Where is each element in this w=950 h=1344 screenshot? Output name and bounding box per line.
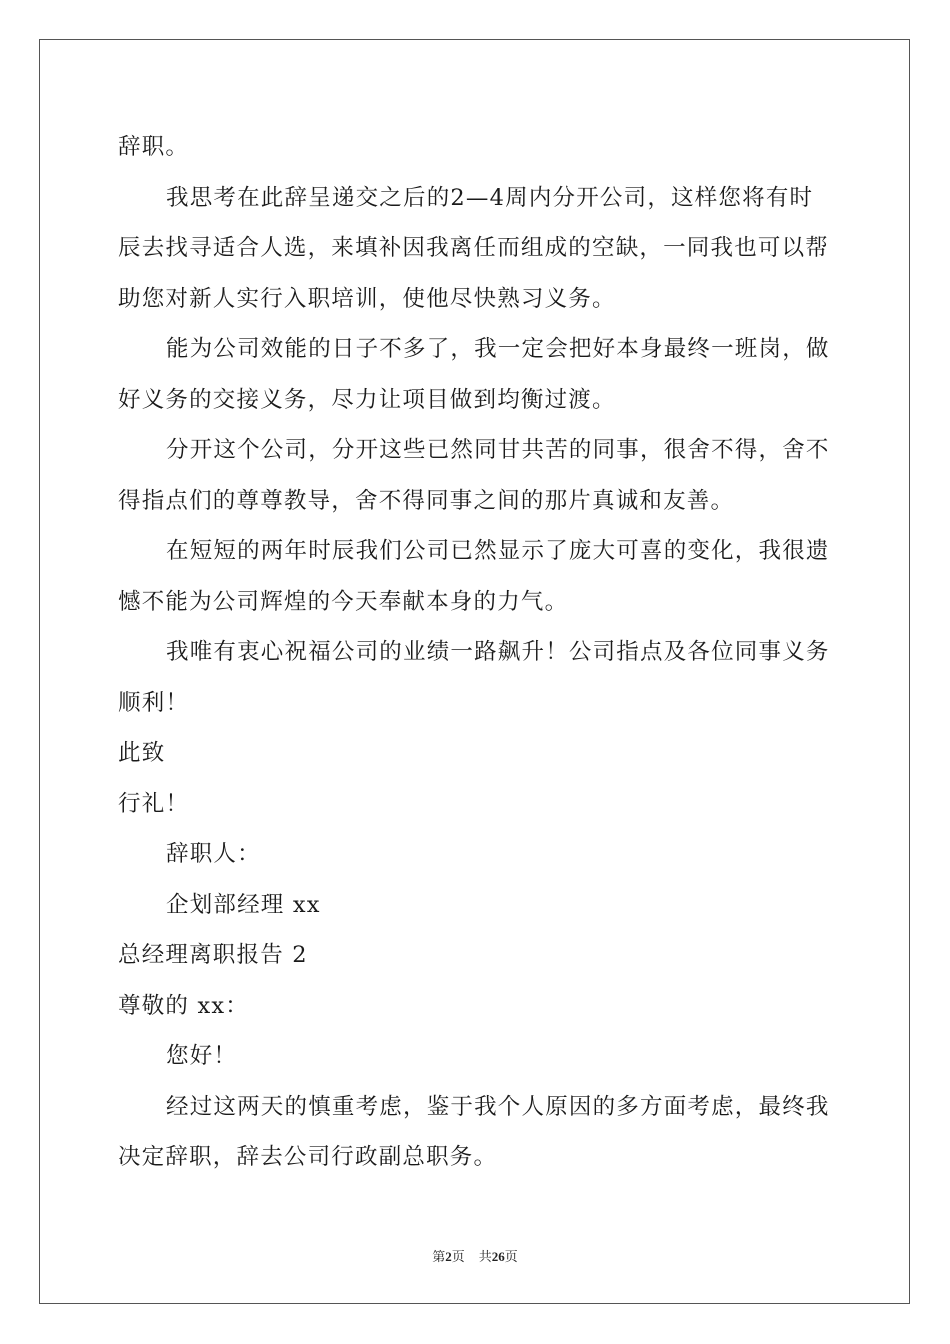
line-text: 我唯有衷心祝福公司的业绩一路飙升！公司指点及各位同事义务 <box>166 639 830 665</box>
line-text: 憾不能为公司辉煌的今天奉献本身的力气。 <box>118 588 569 615</box>
text-line <box>118 678 834 729</box>
text-line <box>118 122 834 173</box>
total-suffix: 页 <box>504 1250 518 1265</box>
text-line <box>118 728 834 779</box>
line-text: 此致 <box>118 740 166 766</box>
text-line <box>118 173 834 224</box>
line-text: 辞职人： <box>166 841 261 867</box>
text-line <box>118 223 834 274</box>
line-text: 分开这个公司，分开这些已然同甘共苦的同事，很舍不得，舍不 <box>166 437 830 463</box>
text-line <box>118 1031 834 1082</box>
text-line <box>118 577 834 628</box>
document-body <box>118 122 834 1183</box>
line-text: 决定辞职，辞去公司行政副总职务。 <box>118 1144 498 1170</box>
page-number: 2 <box>445 1249 452 1264</box>
text-line <box>118 1132 834 1183</box>
line-text: 能为公司效能的日子不多了，我一定会把好本身最终一班岗，做 <box>166 336 830 362</box>
page-prefix: 第 <box>432 1250 446 1265</box>
line-text: 好义务的交接义务，尽力让项目做到均衡过渡。 <box>118 386 616 413</box>
line-text: 行礼！ <box>118 790 190 817</box>
line-text: 辞职。 <box>118 134 190 160</box>
line-text: 辰去找寻适合人选，来填补因我离任而组成的空缺，一同我也可以帮 <box>118 235 830 261</box>
line-text: 总经理离职报告 2 <box>118 942 308 968</box>
text-line <box>118 425 834 476</box>
text-line <box>118 829 834 880</box>
line-text: 得指点们的尊尊教导，舍不得同事之间的那片真诚和友善。 <box>118 487 735 514</box>
line-text: 企划部经理 xx <box>166 891 321 918</box>
total-pages: 26 <box>491 1249 505 1264</box>
text-line <box>118 779 834 830</box>
text-line <box>118 981 834 1032</box>
line-text: 顺利！ <box>118 689 190 716</box>
text-line <box>118 375 834 426</box>
text-line <box>118 274 834 325</box>
line-text: 在短短的两年时辰我们公司已然显示了庞大可喜的变化，我很遗 <box>166 538 830 564</box>
line-text: 我思考在此辞呈递交之后的2—4周内分开公司，这样您将有时 <box>166 184 814 211</box>
page-footer <box>0 1246 950 1265</box>
text-line <box>118 324 834 375</box>
page-suffix: 页 <box>451 1250 465 1265</box>
text-line <box>118 1082 834 1133</box>
line-text: 您好！ <box>166 1043 238 1069</box>
line-text: 助您对新人实行入职培训，使他尽快熟习义务。 <box>118 285 616 312</box>
total-prefix: 共 <box>478 1250 492 1265</box>
line-text: 经过这两天的慎重考虑，鉴于我个人原因的多方面考虑，最终我 <box>166 1093 830 1120</box>
section-title <box>118 930 834 981</box>
line-text: 尊敬的 xx： <box>118 992 249 1019</box>
text-line <box>118 880 834 931</box>
text-line <box>118 476 834 527</box>
text-line <box>118 627 834 678</box>
text-line <box>118 526 834 577</box>
